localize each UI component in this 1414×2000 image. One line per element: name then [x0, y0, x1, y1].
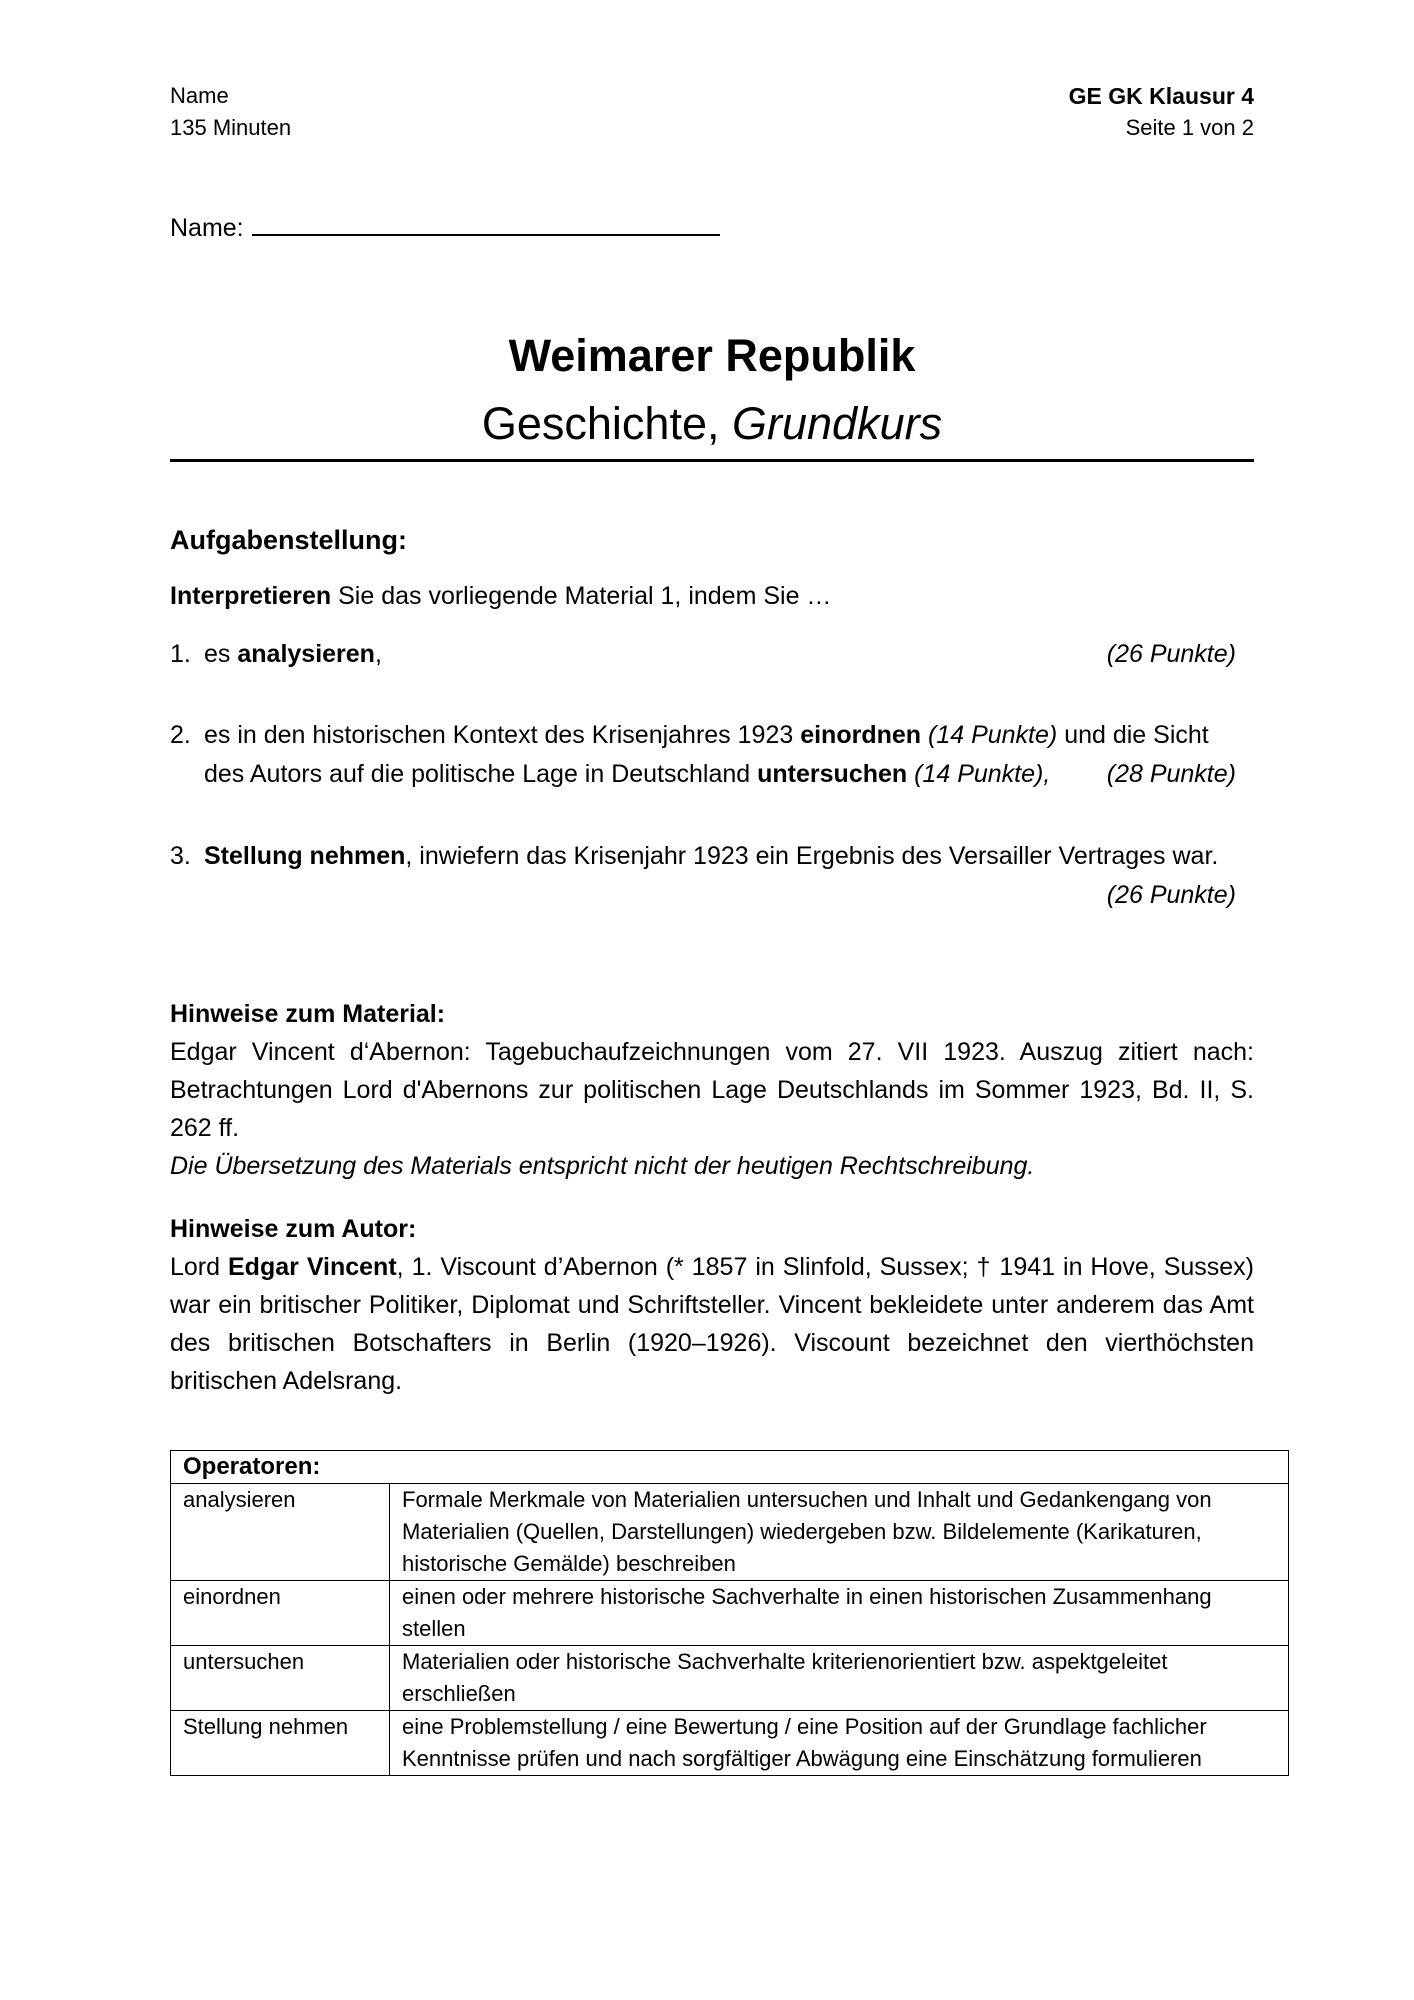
- material-source: Edgar Vincent d‘Abernon: Tagebuchaufzeichnungen vom 27. VII 1923. Auszug zitiert nach: Betrachtungen Lord d'Abernons zur politischen Lage Deutschlands im Sommer 1923, Bd. II, S. 262 ff.: [170, 1038, 1254, 1142]
- operator-definition: Formale Merkmale von Materialien untersuchen und Inhalt und Gedankengang von Materialien (Quellen, Darstellungen) wiedergeben bzw. Bildelemente (Karikaturen, historische Gemälde) beschreiben: [390, 1484, 1289, 1581]
- task-2-subpoints-1: (14 Punkte): [928, 721, 1058, 749]
- task-2-subpoints-2: (14 Punkte),: [914, 760, 1051, 788]
- page-title: Weimarer Republik: [508, 330, 916, 381]
- intro-text: Sie das vorliegende Material 1, indem Sie …: [331, 582, 832, 610]
- operator-definition: eine Problemstellung / eine Bewertung / eine Position auf der Grundlage fachlicher Kenntnisse prüfen und nach sorgfältiger Abwägung eine Einschätzung formulieren: [390, 1711, 1289, 1776]
- assignment-heading: [170, 521, 1254, 560]
- page-subtitle: [170, 392, 1254, 456]
- task-3-points: (26 Punkte): [1106, 881, 1236, 909]
- header-name-label: Name: [170, 83, 229, 108]
- task-2-line1-pre: es in den historischen Kontext des Krisenjahres 1923: [204, 721, 801, 749]
- name-blank-line[interactable]: [252, 210, 720, 236]
- task-2-line-2: [204, 755, 1254, 794]
- table-row: [171, 1581, 1289, 1646]
- header-left: [170, 80, 291, 144]
- author-bio-pre: Lord: [170, 1253, 228, 1281]
- task-1-post: ,: [374, 640, 382, 668]
- header-course: GE GK Klausur 4: [1068, 83, 1254, 109]
- operators-table: [170, 1450, 1289, 1776]
- table-row: [171, 1646, 1289, 1711]
- table-row: [171, 1711, 1289, 1776]
- name-field-label: Name:: [170, 214, 244, 242]
- task-2-operator-1: einordnen: [800, 721, 922, 749]
- task-1: [170, 635, 1254, 674]
- intro-operator: Interpretieren: [170, 582, 332, 610]
- header-right: [1069, 80, 1254, 144]
- header-duration: 135 Minuten: [170, 115, 292, 140]
- material-translation-note: Die Übersetzung des Materials entspricht nicht der heutigen Rechtschreibung.: [170, 1152, 1035, 1180]
- exam-page: [170, 80, 1255, 1771]
- task-3-operator: Stellung nehmen: [204, 842, 406, 870]
- task-2-operator-2: untersuchen: [757, 760, 908, 788]
- task-2-line1-post: und die Sicht: [1057, 721, 1209, 749]
- title-divider: [170, 459, 1254, 462]
- operator-term: einordnen: [171, 1581, 390, 1646]
- author-heading: Hinweise zum Autor:: [170, 1215, 417, 1243]
- task-1-text: [204, 635, 1254, 674]
- task-3-text: [204, 837, 1254, 876]
- task-2: [170, 716, 1254, 794]
- operator-term: analysieren: [171, 1484, 390, 1581]
- task-2-text: [204, 716, 1254, 794]
- operator-term: untersuchen: [171, 1646, 390, 1711]
- subject-label: Geschichte,: [481, 398, 720, 449]
- task-2-line2-pre: des Autors auf die politische Lage in Deutschland: [204, 760, 758, 788]
- task-2-line-1: [204, 716, 1254, 755]
- task-3: [170, 837, 1254, 909]
- task-1-number: 1.: [170, 640, 191, 668]
- task-2-number: 2.: [170, 721, 191, 749]
- task-1-pre: es: [204, 640, 238, 668]
- task-1-operator: analysieren: [237, 640, 375, 668]
- header-page-number: Seite 1 von 2: [1125, 115, 1254, 140]
- author-notes: [170, 1210, 1254, 1400]
- author-bio-rest: , 1. Viscount d’Abernon (* 1857 in Slinfold, Sussex; † 1941 in Hove, Sussex) war ein britischer Politiker, Diplomat und Schriftsteller. Vincent bekleidete unter anderem das Amt des britischen Botschafters in Berlin (1920–1926). Viscount bezeichnet den vierthöchsten britischen Adelsrang.: [170, 1253, 1255, 1395]
- material-heading: Hinweise zum Material:: [170, 1000, 446, 1028]
- operator-definition: Materialien oder historische Sachverhalte kriterienorientiert bzw. aspektgeleitet erschließen: [390, 1646, 1289, 1711]
- task-2-points: (28 Punkte): [1106, 760, 1236, 788]
- task-3-number: 3.: [170, 842, 191, 870]
- course-level: Grundkurs: [732, 398, 943, 449]
- operator-definition: einen oder mehrere historische Sachverhalte in einen historischen Zusammenhang stellen: [390, 1581, 1289, 1646]
- author-name: Edgar Vincent: [228, 1253, 397, 1281]
- task-1-points: (26 Punkte): [1106, 640, 1236, 668]
- assignment-intro: [170, 577, 1254, 615]
- assignment-heading-text: Aufgabenstellung:: [170, 525, 407, 555]
- author-bio: [170, 1248, 1254, 1400]
- page-header: [170, 80, 1254, 144]
- operators-header-row: [171, 1451, 1289, 1484]
- operators-heading: Operatoren:: [171, 1451, 1289, 1484]
- name-field: [170, 210, 720, 243]
- task-3-post: , inwiefern das Krisenjahr 1923 ein Ergebnis des Versailler Vertrages war.: [405, 842, 1219, 870]
- title-block: [170, 320, 1254, 456]
- operator-term: Stellung nehmen: [171, 1711, 390, 1776]
- table-row: [171, 1484, 1289, 1581]
- material-notes: [170, 995, 1254, 1185]
